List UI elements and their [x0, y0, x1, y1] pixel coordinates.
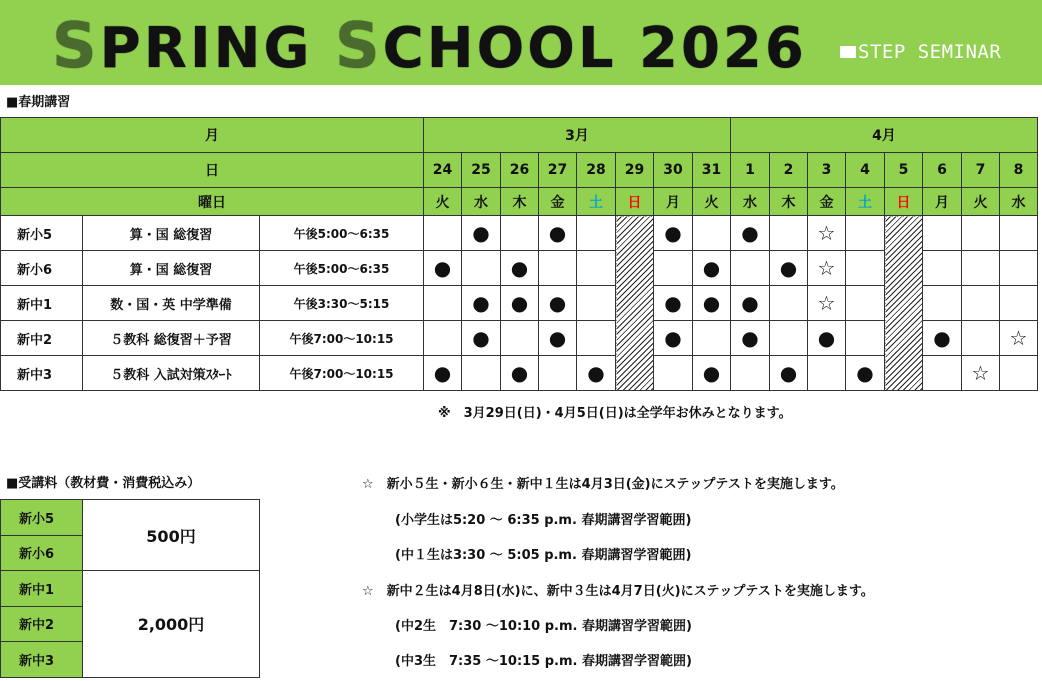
schedule-cell [577, 286, 616, 321]
time-cell: 午後7:00～10:15 [260, 356, 424, 391]
schedule-cell [654, 356, 693, 391]
schedule-cell [501, 321, 539, 356]
header-day: 26 [501, 153, 539, 188]
header-weekday: 火 [424, 188, 462, 216]
schedule-cell [770, 286, 808, 321]
schedule-cell: ● [424, 356, 462, 391]
table-row [1, 286, 1038, 321]
schedule-cell [923, 286, 962, 321]
header-day-label: 日 [1, 153, 424, 188]
header-month: 4月 [731, 118, 1038, 153]
schedule-cell: ● [654, 216, 693, 251]
fee-price: 2,000円 [83, 571, 260, 678]
schedule-cell: ☆ [808, 251, 846, 286]
fee-grade: 新中2 [1, 606, 83, 642]
header-month: 3月 [424, 118, 731, 153]
schedule-cell: ● [808, 321, 846, 356]
table-row [1, 356, 1038, 391]
schedule-cell [539, 251, 577, 286]
schedule-cell [731, 251, 770, 286]
schedule-cell [693, 216, 731, 251]
header-weekday: 金 [539, 188, 577, 216]
grade-cell: 新小6 [1, 251, 83, 286]
grade-cell: 新小5 [1, 216, 83, 251]
schedule-cell [808, 356, 846, 391]
header-weekday: 日 [885, 188, 923, 216]
header-weekday: 水 [731, 188, 770, 216]
schedule-cell: ● [577, 356, 616, 391]
logo-text: STEP SEMINAR [858, 41, 1002, 63]
closed-day-cell [616, 216, 654, 391]
fee-price: 500円 [83, 500, 260, 571]
schedule-cell [962, 251, 1000, 286]
header-weekday: 土 [577, 188, 616, 216]
schedule-cell [962, 321, 1000, 356]
schedule-cell [923, 251, 962, 286]
schedule-cell [501, 216, 539, 251]
fee-row [1, 500, 260, 536]
schedule-cell: ● [462, 321, 501, 356]
schedule-cell [654, 251, 693, 286]
section-title: ■春期講習 [6, 95, 71, 110]
course-cell: 数・国・英 中学準備 [83, 286, 260, 321]
time-cell: 午後3:30～5:15 [260, 286, 424, 321]
header-day: 24 [424, 153, 462, 188]
header-weekday: 日 [616, 188, 654, 216]
header-weekday: 月 [654, 188, 693, 216]
schedule-cell [424, 286, 462, 321]
grade-cell: 新中2 [1, 321, 83, 356]
schedule-cell [693, 321, 731, 356]
schedule-cell: ● [539, 286, 577, 321]
table-row [1, 321, 1038, 356]
schedule-cell: ☆ [1000, 321, 1038, 356]
schedule-cell [539, 356, 577, 391]
test-note-5: (中2生 7:30 ～10:10 p.m. 春期講習学習範囲) [395, 619, 692, 634]
schedule-cell: ● [731, 286, 770, 321]
fee-grade: 新中1 [1, 571, 83, 607]
schedule-cell: ☆ [962, 356, 1000, 391]
schedule-cell: ● [654, 286, 693, 321]
schedule-cell [962, 286, 1000, 321]
header-weekday: 月 [923, 188, 962, 216]
schedule-cell: ● [462, 286, 501, 321]
schedule-cell: ● [731, 216, 770, 251]
schedule-cell [424, 321, 462, 356]
test-note-4: ☆ 新中２生は4月8日(水)に、新中３生は4月7日(火)にステップテストを実施します。 [362, 584, 874, 599]
schedule-table [0, 117, 1038, 391]
logo-mark-icon [840, 46, 856, 58]
header-day: 5 [885, 153, 923, 188]
header-day: 3 [808, 153, 846, 188]
header-weekday: 水 [462, 188, 501, 216]
test-note-1: ☆ 新小５生・新小６生・新中１生は4月3日(金)にステップテストを実施します。 [362, 477, 844, 492]
header-day: 30 [654, 153, 693, 188]
time-cell: 午後5:00～6:35 [260, 251, 424, 286]
schedule-cell: ● [846, 356, 885, 391]
schedule-cell: ● [770, 251, 808, 286]
header-month-label: 月 [1, 118, 424, 153]
fee-grade: 新小6 [1, 535, 83, 571]
header-day: 6 [923, 153, 962, 188]
header-weekday: 木 [501, 188, 539, 216]
schedule-cell [846, 321, 885, 356]
schedule-cell [462, 251, 501, 286]
fee-row [1, 571, 260, 607]
header-day: 1 [731, 153, 770, 188]
schedule-cell [1000, 251, 1038, 286]
schedule-cell: ● [654, 321, 693, 356]
holiday-note: ※ 3月29日(日)・4月5日(日)は全学年お休みとなります。 [438, 406, 792, 421]
header-day: 28 [577, 153, 616, 188]
header-weekday: 火 [693, 188, 731, 216]
table-row [1, 251, 1038, 286]
header-day: 31 [693, 153, 731, 188]
header-day: 27 [539, 153, 577, 188]
banner-title: SPRING SCHOOL 2026 [52, 9, 807, 82]
time-cell: 午後5:00～6:35 [260, 216, 424, 251]
schedule-cell: ● [539, 216, 577, 251]
fee-title: ■受講料（教材費・消費税込み） [6, 476, 201, 491]
schedule-cell [462, 356, 501, 391]
header-weekday: 土 [846, 188, 885, 216]
header-day: 8 [1000, 153, 1038, 188]
header-banner [0, 0, 1042, 85]
test-note-6: (中3生 7:35 ～10:15 p.m. 春期講習学習範囲) [395, 654, 692, 669]
schedule-cell: ● [693, 356, 731, 391]
schedule-cell: ● [501, 251, 539, 286]
schedule-cell [770, 321, 808, 356]
closed-day-cell [885, 216, 923, 391]
fee-grade: 新小5 [1, 500, 83, 536]
schedule-cell [846, 216, 885, 251]
schedule-cell [770, 216, 808, 251]
schedule-cell: ● [424, 251, 462, 286]
schedule-cell: ● [501, 356, 539, 391]
test-note-3: (中１生は3:30 ～ 5:05 p.m. 春期講習学習範囲) [395, 548, 692, 563]
course-cell: 算・国 総復習 [83, 251, 260, 286]
schedule-cell [1000, 216, 1038, 251]
header-day: 29 [616, 153, 654, 188]
schedule-cell [1000, 286, 1038, 321]
schedule-cell [1000, 356, 1038, 391]
schedule-cell: ● [770, 356, 808, 391]
schedule-cell [923, 216, 962, 251]
schedule-cell [577, 251, 616, 286]
schedule-cell: ● [923, 321, 962, 356]
course-cell: ５教科 総復習＋予習 [83, 321, 260, 356]
schedule-cell: ● [693, 251, 731, 286]
header-day: 2 [770, 153, 808, 188]
schedule-cell [577, 216, 616, 251]
grade-cell: 新中1 [1, 286, 83, 321]
course-cell: ５教科 入試対策ｽﾀｰﾄ [83, 356, 260, 391]
schedule-cell: ● [731, 321, 770, 356]
fee-grade: 新中3 [1, 642, 83, 678]
grade-cell: 新中3 [1, 356, 83, 391]
schedule-cell: ● [539, 321, 577, 356]
header-day: 7 [962, 153, 1000, 188]
time-cell: 午後7:00～10:15 [260, 321, 424, 356]
schedule-cell: ● [462, 216, 501, 251]
schedule-cell [846, 251, 885, 286]
schedule-cell: ● [693, 286, 731, 321]
header-weekday: 金 [808, 188, 846, 216]
schedule-cell [923, 356, 962, 391]
test-note-2: (小学生は5:20 ～ 6:35 p.m. 春期講習学習範囲) [395, 513, 692, 528]
schedule-cell [846, 286, 885, 321]
header-day: 25 [462, 153, 501, 188]
header-day: 4 [846, 153, 885, 188]
header-weekday-label: 曜日 [1, 188, 424, 216]
schedule-cell [731, 356, 770, 391]
table-row [1, 216, 1038, 251]
schedule-cell: ☆ [808, 216, 846, 251]
header-weekday: 火 [962, 188, 1000, 216]
header-weekday: 水 [1000, 188, 1038, 216]
schedule-cell [962, 216, 1000, 251]
course-cell: 算・国 総復習 [83, 216, 260, 251]
schedule-cell: ☆ [808, 286, 846, 321]
schedule-cell [577, 321, 616, 356]
header-weekday: 木 [770, 188, 808, 216]
schedule-cell: ● [501, 286, 539, 321]
schedule-cell [424, 216, 462, 251]
fee-table [0, 499, 260, 678]
